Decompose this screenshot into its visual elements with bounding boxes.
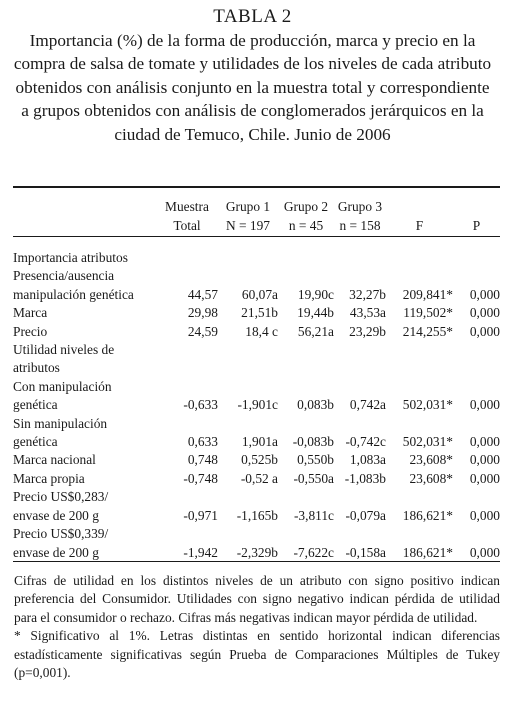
column-header-line1: F <box>415 217 424 233</box>
column-header-p <box>453 189 500 235</box>
cell-f <box>386 378 453 396</box>
cell-f: 23,608* <box>409 470 453 486</box>
cell-grupo-2: 0,083b <box>297 397 334 413</box>
cell-p <box>453 359 500 377</box>
cell-f <box>386 415 453 433</box>
cell-p <box>453 378 500 396</box>
cell-grupo-1: 0,525b <box>241 452 278 468</box>
cell-grupo-3 <box>334 267 386 285</box>
cell-total: -0,633 <box>183 397 218 413</box>
table-row <box>13 341 500 359</box>
cell-p <box>453 488 500 506</box>
cell-grupo-3 <box>334 525 386 543</box>
cell-total <box>156 525 218 543</box>
cell-grupo-2 <box>278 341 334 359</box>
cell-f <box>386 525 453 543</box>
cell-total <box>156 359 218 377</box>
cell-grupo-2 <box>278 525 334 543</box>
cell-grupo-1 <box>218 235 278 267</box>
cell-p <box>453 267 500 285</box>
cell-grupo-2: 56,21a <box>297 323 334 339</box>
column-header-label <box>13 189 156 235</box>
row-label: genética <box>13 434 58 450</box>
column-header-f <box>386 189 453 235</box>
cell-grupo-3 <box>334 341 386 359</box>
table-body <box>13 235 500 562</box>
cell-grupo-1: 21,51b <box>241 305 278 321</box>
cell-grupo-1 <box>218 525 278 543</box>
cell-grupo-1: 18,4 c <box>245 323 278 339</box>
row-label: Precio US$0,283/ <box>13 489 109 505</box>
cell-total <box>156 415 218 433</box>
table-label: TABLA 2 <box>213 6 292 27</box>
cell-grupo-3: 32,27b <box>349 286 386 302</box>
cell-f: 209,841* <box>402 286 453 302</box>
cell-grupo-3: 23,29b <box>349 323 386 339</box>
column-header-line2: N = 197 <box>225 217 270 233</box>
cell-grupo-1: -1,165b <box>236 507 278 523</box>
cell-p <box>453 341 500 359</box>
cell-f: 502,031* <box>402 434 453 450</box>
row-label: manipulación genética <box>13 286 134 302</box>
table-row <box>13 267 500 285</box>
table-row <box>13 378 500 396</box>
cell-p <box>453 525 500 543</box>
row-label: Marca nacional <box>13 452 96 468</box>
cell-grupo-2 <box>278 415 334 433</box>
table-row <box>13 304 500 322</box>
cell-grupo-1 <box>218 341 278 359</box>
cell-grupo-3: 0,742a <box>349 397 386 413</box>
cell-grupo-1: -2,329b <box>236 544 278 560</box>
table-row <box>13 507 500 525</box>
table-row <box>13 323 500 341</box>
column-header-grupo-2 <box>278 189 334 235</box>
cell-total: -1,942 <box>183 544 218 560</box>
cell-f <box>386 488 453 506</box>
cell-f <box>386 359 453 377</box>
cell-f <box>386 341 453 359</box>
row-label: Con manipulación <box>13 378 112 394</box>
cell-total <box>156 488 218 506</box>
cell-p: 0,000 <box>469 323 500 339</box>
cell-grupo-1 <box>218 415 278 433</box>
cell-grupo-3: -0,079a <box>345 507 386 523</box>
column-header-line1: P <box>472 217 481 233</box>
cell-p <box>453 235 500 267</box>
row-label: Precio US$0,339/ <box>13 526 109 542</box>
table-notes <box>14 572 500 682</box>
table-row <box>13 286 500 304</box>
column-header-line2: Total <box>173 217 201 233</box>
cell-total: 44,57 <box>187 286 218 302</box>
cell-grupo-3 <box>334 415 386 433</box>
cell-total <box>156 267 218 285</box>
cell-grupo-3: -0,158a <box>345 544 386 560</box>
table-row <box>13 396 500 414</box>
table-row <box>13 433 500 451</box>
cell-grupo-3 <box>334 235 386 267</box>
cell-total: 0,748 <box>187 452 218 468</box>
table-row <box>13 359 500 377</box>
cell-grupo-2: -3,811c <box>293 507 334 523</box>
row-label: Sin manipulación <box>13 415 108 431</box>
table-row <box>13 415 500 433</box>
row-label: Precio <box>13 323 48 339</box>
cell-grupo-2: -0,083b <box>292 434 334 450</box>
cell-f: 502,031* <box>402 397 453 413</box>
top-rule <box>13 186 500 188</box>
cell-f: 214,255* <box>402 323 453 339</box>
cell-grupo-2: 19,90c <box>297 286 334 302</box>
column-header-line1: Grupo 2 <box>283 199 329 215</box>
table-caption: Importancia (%) de la forma de producción, marca y precio en la compra de salsa de tomate y utilidades de los niveles de cada atributo obtenidos con análisis conjunto en la muestra total y correspondiente a grupos obtenidos con análisis de conglomerados jerárquicos en la ciudad de Temuco, Chile. Junio de 2006 <box>13 31 492 144</box>
cell-grupo-1 <box>218 359 278 377</box>
cell-p: 0,000 <box>469 434 500 450</box>
cell-grupo-3 <box>334 359 386 377</box>
cell-f <box>386 235 453 267</box>
cell-p: 0,000 <box>469 452 500 468</box>
table-row <box>13 544 500 562</box>
cell-p: 0,000 <box>469 544 500 560</box>
table-row <box>13 235 500 267</box>
row-label: envase de 200 g <box>13 544 99 560</box>
cell-grupo-1: 60,07a <box>241 286 278 302</box>
cell-total <box>156 378 218 396</box>
data-table <box>13 189 500 562</box>
table-row <box>13 470 500 488</box>
cell-f: 23,608* <box>409 452 453 468</box>
cell-total: 0,633 <box>187 434 218 450</box>
header-row <box>13 189 500 235</box>
note-utility: Cifras de utilidad en los distintos niveles de un atributo con signo positivo indican preferencia del Consumidor. Utilidades con signo negativo indican pérdida de utilidad para el consumidor o rechazo. Cifras más negativas indican mayor pérdida de utilidad. <box>14 573 500 625</box>
row-label: genética <box>13 397 58 413</box>
cell-grupo-2 <box>278 359 334 377</box>
column-header-line2: n = 45 <box>288 217 324 233</box>
cell-f <box>386 267 453 285</box>
cell-grupo-2: -0,550a <box>293 470 334 486</box>
cell-p: 0,000 <box>469 507 500 523</box>
column-header-total <box>156 189 218 235</box>
cell-total: -0,971 <box>183 507 218 523</box>
column-header-grupo-1 <box>218 189 278 235</box>
cell-f: 119,502* <box>403 305 453 321</box>
row-label: envase de 200 g <box>13 507 99 523</box>
cell-grupo-1: 1,901a <box>241 434 278 450</box>
cell-grupo-2: 0,550b <box>297 452 334 468</box>
cell-p: 0,000 <box>469 470 500 486</box>
cell-grupo-2: 19,44b <box>297 305 334 321</box>
cell-grupo-2 <box>278 235 334 267</box>
note-significance: * Significativo al 1%. Letras distintas en sentido horizontal indican diferencias estadísticamente significativas según Prueba de Comparaciones Múltiples de Tukey (p=0,001). <box>14 628 500 681</box>
cell-grupo-1: -0,52 a <box>240 470 278 486</box>
cell-grupo-1: -1,901c <box>237 397 278 413</box>
cell-grupo-1 <box>218 488 278 506</box>
cell-p <box>453 415 500 433</box>
cell-p: 0,000 <box>469 397 500 413</box>
cell-total: 29,98 <box>187 305 218 321</box>
cell-f: 186,621* <box>402 544 453 560</box>
cell-grupo-3: 43,53a <box>349 305 386 321</box>
cell-grupo-3 <box>334 488 386 506</box>
cell-grupo-3 <box>334 378 386 396</box>
table-row <box>13 525 500 543</box>
column-header-line1: Muestra <box>165 199 209 215</box>
cell-p: 0,000 <box>469 305 500 321</box>
column-header-line1: Grupo 3 <box>337 199 383 215</box>
cell-grupo-1 <box>218 378 278 396</box>
cell-total: 24,59 <box>187 323 218 339</box>
column-header-line2: n = 158 <box>339 217 381 233</box>
row-label: Marca propia <box>13 470 85 486</box>
cell-total <box>156 341 218 359</box>
table-row <box>13 488 500 506</box>
cell-grupo-3: 1,083a <box>349 452 386 468</box>
column-header-line1: Grupo 1 <box>225 199 271 215</box>
cell-grupo-2 <box>278 488 334 506</box>
table-row <box>13 451 500 469</box>
row-label: Importancia atributos <box>13 250 128 265</box>
cell-total: -0,748 <box>183 470 218 486</box>
cell-grupo-2 <box>278 267 334 285</box>
row-label: Marca <box>13 305 48 321</box>
cell-p: 0,000 <box>469 286 500 302</box>
cell-grupo-2 <box>278 378 334 396</box>
cell-f: 186,621* <box>402 507 453 523</box>
row-label: Presencia/ausencia <box>13 268 115 284</box>
row-label: atributos <box>13 360 60 376</box>
cell-grupo-1 <box>218 267 278 285</box>
column-header-grupo-3 <box>334 189 386 235</box>
cell-grupo-2: -7,622c <box>293 544 334 560</box>
cell-total <box>156 235 218 267</box>
row-label: Utilidad niveles de <box>13 342 115 358</box>
cell-grupo-3: -0,742c <box>345 434 386 450</box>
cell-grupo-3: -1,083b <box>344 470 386 486</box>
